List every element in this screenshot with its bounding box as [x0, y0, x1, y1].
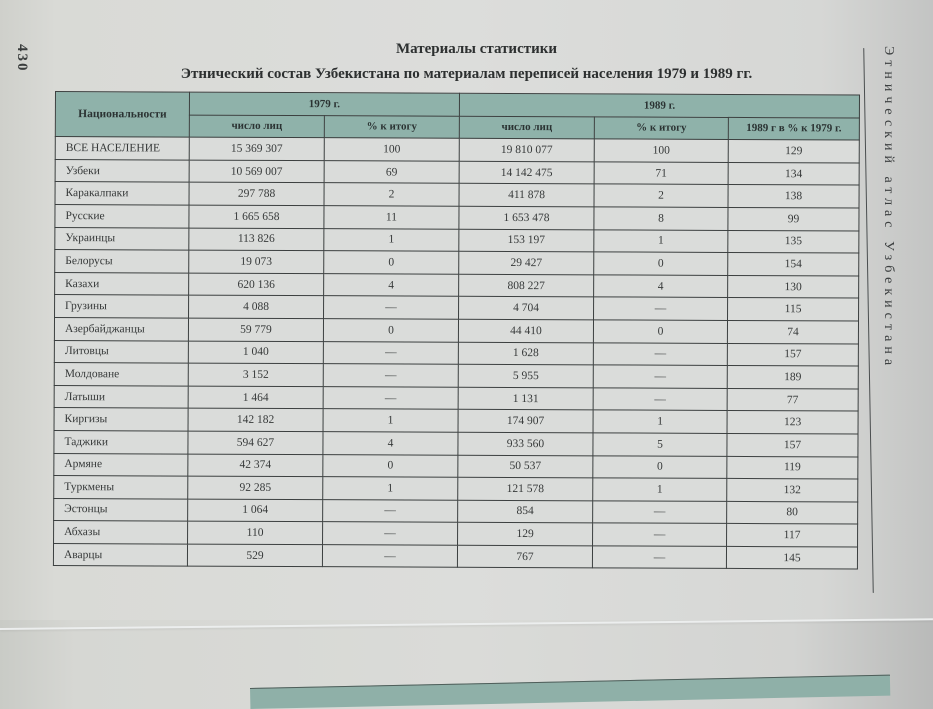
pct-1979-cell: 4 [324, 273, 459, 296]
pct-1979-cell: — [323, 341, 458, 364]
pct-1979-cell: 0 [323, 454, 458, 477]
header-nationality: Национальности [55, 92, 189, 138]
count-1979-cell: 1 665 658 [189, 205, 324, 228]
count-1989-cell: 14 142 475 [459, 161, 594, 184]
header-year-1989: 1989 г. [459, 93, 859, 117]
count-1989-cell: 767 [457, 545, 592, 568]
nationality-cell: Литовцы [54, 340, 188, 363]
count-1979-cell: 15 369 307 [189, 137, 324, 160]
pct-1989-cell: — [592, 546, 726, 569]
pct-1989-cell: 1 [594, 229, 728, 252]
count-1979-cell: 529 [187, 544, 322, 567]
pct-1979-cell: 1 [323, 409, 458, 432]
count-1989-cell: 121 578 [458, 477, 593, 500]
nationality-cell: Узбеки [55, 159, 189, 182]
pct-1979-cell: — [323, 522, 458, 545]
pct-1979-cell: 1 [324, 228, 459, 251]
next-page-table-edge [250, 675, 890, 709]
count-1979-cell: 1 064 [188, 499, 323, 522]
pct-1989-cell: — [593, 388, 727, 411]
pct-1979-cell: — [323, 499, 458, 522]
ratio-cell: 80 [727, 501, 858, 524]
count-1979-cell: 110 [188, 521, 323, 544]
header-count-1989: число лиц [459, 116, 594, 139]
ratio-cell: 134 [728, 162, 859, 185]
count-1979-cell: 297 788 [189, 182, 324, 205]
count-1989-cell: 411 878 [459, 184, 594, 207]
pct-1979-cell: — [323, 386, 458, 409]
count-1989-cell: 1 131 [458, 387, 593, 410]
count-1989-cell: 44 410 [458, 319, 593, 342]
ratio-cell: 135 [728, 230, 859, 253]
running-head: Этнический атлас Узбекистана [881, 46, 896, 371]
ratio-cell: 123 [727, 411, 858, 434]
pct-1989-cell: 1 [593, 478, 727, 501]
ratio-cell: 138 [728, 185, 859, 208]
count-1989-cell: 129 [458, 523, 593, 546]
pct-1989-cell: 100 [594, 139, 728, 162]
pct-1979-cell: 11 [324, 206, 459, 229]
nationality-cell: Каракалпаки [55, 182, 189, 205]
pct-1989-cell: — [593, 365, 727, 388]
count-1989-cell: 808 227 [459, 274, 594, 297]
count-1989-cell: 153 197 [459, 229, 594, 252]
count-1979-cell: 1 040 [188, 341, 323, 364]
nationality-cell: Грузины [55, 295, 189, 318]
table-row [53, 543, 857, 569]
count-1989-cell: 933 560 [458, 432, 593, 455]
ratio-cell: 77 [727, 388, 858, 411]
nationality-cell: ВСЕ НАСЕЛЕНИЕ [55, 137, 189, 160]
pct-1989-cell: 4 [594, 275, 728, 298]
pct-1979-cell: 0 [323, 319, 458, 342]
count-1989-cell: 1 653 478 [459, 206, 594, 229]
nationality-cell: Туркмены [54, 476, 188, 499]
count-1989-cell: 19 810 077 [459, 138, 594, 161]
pct-1989-cell: 71 [594, 162, 728, 185]
pct-1989-cell: 8 [594, 207, 728, 230]
nationality-cell: Киргизы [54, 408, 188, 431]
count-1989-cell: 1 628 [458, 342, 593, 365]
pct-1989-cell: — [593, 523, 727, 546]
nationality-cell: Азербайджанцы [54, 317, 188, 340]
pct-1989-cell: 0 [594, 252, 728, 275]
pct-1979-cell: 69 [324, 160, 459, 183]
count-1989-cell: 29 427 [459, 251, 594, 274]
table-title: Этнический состав Узбекистана по материалам переписей населения 1979 и 1989 гг. [180, 66, 753, 82]
nationality-cell: Казахи [55, 272, 189, 295]
nationality-cell: Украинцы [55, 227, 189, 250]
nationality-cell: Аварцы [53, 543, 187, 566]
count-1989-cell: 5 955 [458, 364, 593, 387]
header-pct-1979: % к итогу [324, 115, 459, 138]
ratio-cell: 119 [727, 456, 858, 479]
count-1989-cell: 854 [458, 500, 593, 523]
ratio-cell: 157 [727, 343, 858, 366]
count-1979-cell: 10 569 007 [189, 160, 324, 183]
pct-1979-cell: 100 [324, 138, 459, 161]
ratio-cell: 115 [728, 298, 859, 321]
count-1979-cell: 594 627 [188, 431, 323, 454]
ratio-cell: 130 [728, 275, 859, 298]
count-1979-cell: 3 152 [188, 363, 323, 386]
count-1989-cell: 50 537 [458, 455, 593, 478]
nationality-cell: Армяне [54, 453, 188, 476]
header-count-1979: число лиц [189, 115, 324, 138]
ratio-cell: 189 [727, 366, 858, 389]
header-year-1979: 1979 г. [189, 92, 459, 116]
count-1989-cell: 174 907 [458, 410, 593, 433]
nationality-cell: Русские [55, 204, 189, 227]
pct-1979-cell: — [323, 364, 458, 387]
ratio-cell: 117 [727, 524, 858, 547]
pct-1989-cell: — [594, 297, 728, 320]
nationality-cell: Абхазы [54, 521, 188, 544]
pct-1979-cell: 0 [324, 251, 459, 274]
count-1979-cell: 142 182 [188, 408, 323, 431]
page-number: 430 [14, 44, 30, 73]
section-title: Материалы статистики [395, 41, 558, 57]
header-pct-1989: % к итогу [594, 116, 728, 139]
count-1979-cell: 19 073 [189, 250, 324, 273]
pct-1989-cell: 2 [594, 184, 728, 207]
count-1979-cell: 92 285 [188, 476, 323, 499]
pct-1989-cell: 5 [593, 433, 727, 456]
pct-1979-cell: 2 [324, 183, 459, 206]
count-1979-cell: 59 779 [188, 318, 323, 341]
ratio-cell: 145 [726, 546, 857, 569]
header-ratio: 1989 г в % к 1979 г. [728, 117, 859, 140]
count-1989-cell: 4 704 [459, 297, 594, 320]
pct-1979-cell: — [322, 545, 457, 568]
ratio-cell: 99 [728, 207, 859, 230]
nationality-cell: Эстонцы [54, 498, 188, 521]
nationality-cell: Молдоване [54, 363, 188, 386]
count-1979-cell: 1 464 [188, 386, 323, 409]
nationality-cell: Белорусы [55, 250, 189, 273]
ratio-cell: 154 [728, 253, 859, 276]
count-1979-cell: 42 374 [188, 454, 323, 477]
nationality-cell: Латыши [54, 385, 188, 408]
pct-1979-cell: 1 [323, 477, 458, 500]
pct-1989-cell: 0 [593, 320, 727, 343]
ratio-cell: 157 [727, 433, 858, 456]
count-1979-cell: 113 826 [189, 228, 324, 251]
nationality-cell: Таджики [54, 430, 188, 453]
pct-1989-cell: 1 [593, 410, 727, 433]
ratio-cell: 129 [728, 140, 859, 163]
pct-1989-cell: — [593, 342, 727, 365]
ratio-cell: 74 [727, 320, 858, 343]
count-1979-cell: 4 088 [189, 295, 324, 318]
pct-1979-cell: — [324, 296, 459, 319]
pct-1979-cell: 4 [323, 432, 458, 455]
pct-1989-cell: — [593, 501, 727, 524]
ratio-cell: 132 [727, 479, 858, 502]
ethnic-composition-table [53, 91, 860, 570]
pct-1989-cell: 0 [593, 455, 727, 478]
count-1979-cell: 620 136 [189, 273, 324, 296]
